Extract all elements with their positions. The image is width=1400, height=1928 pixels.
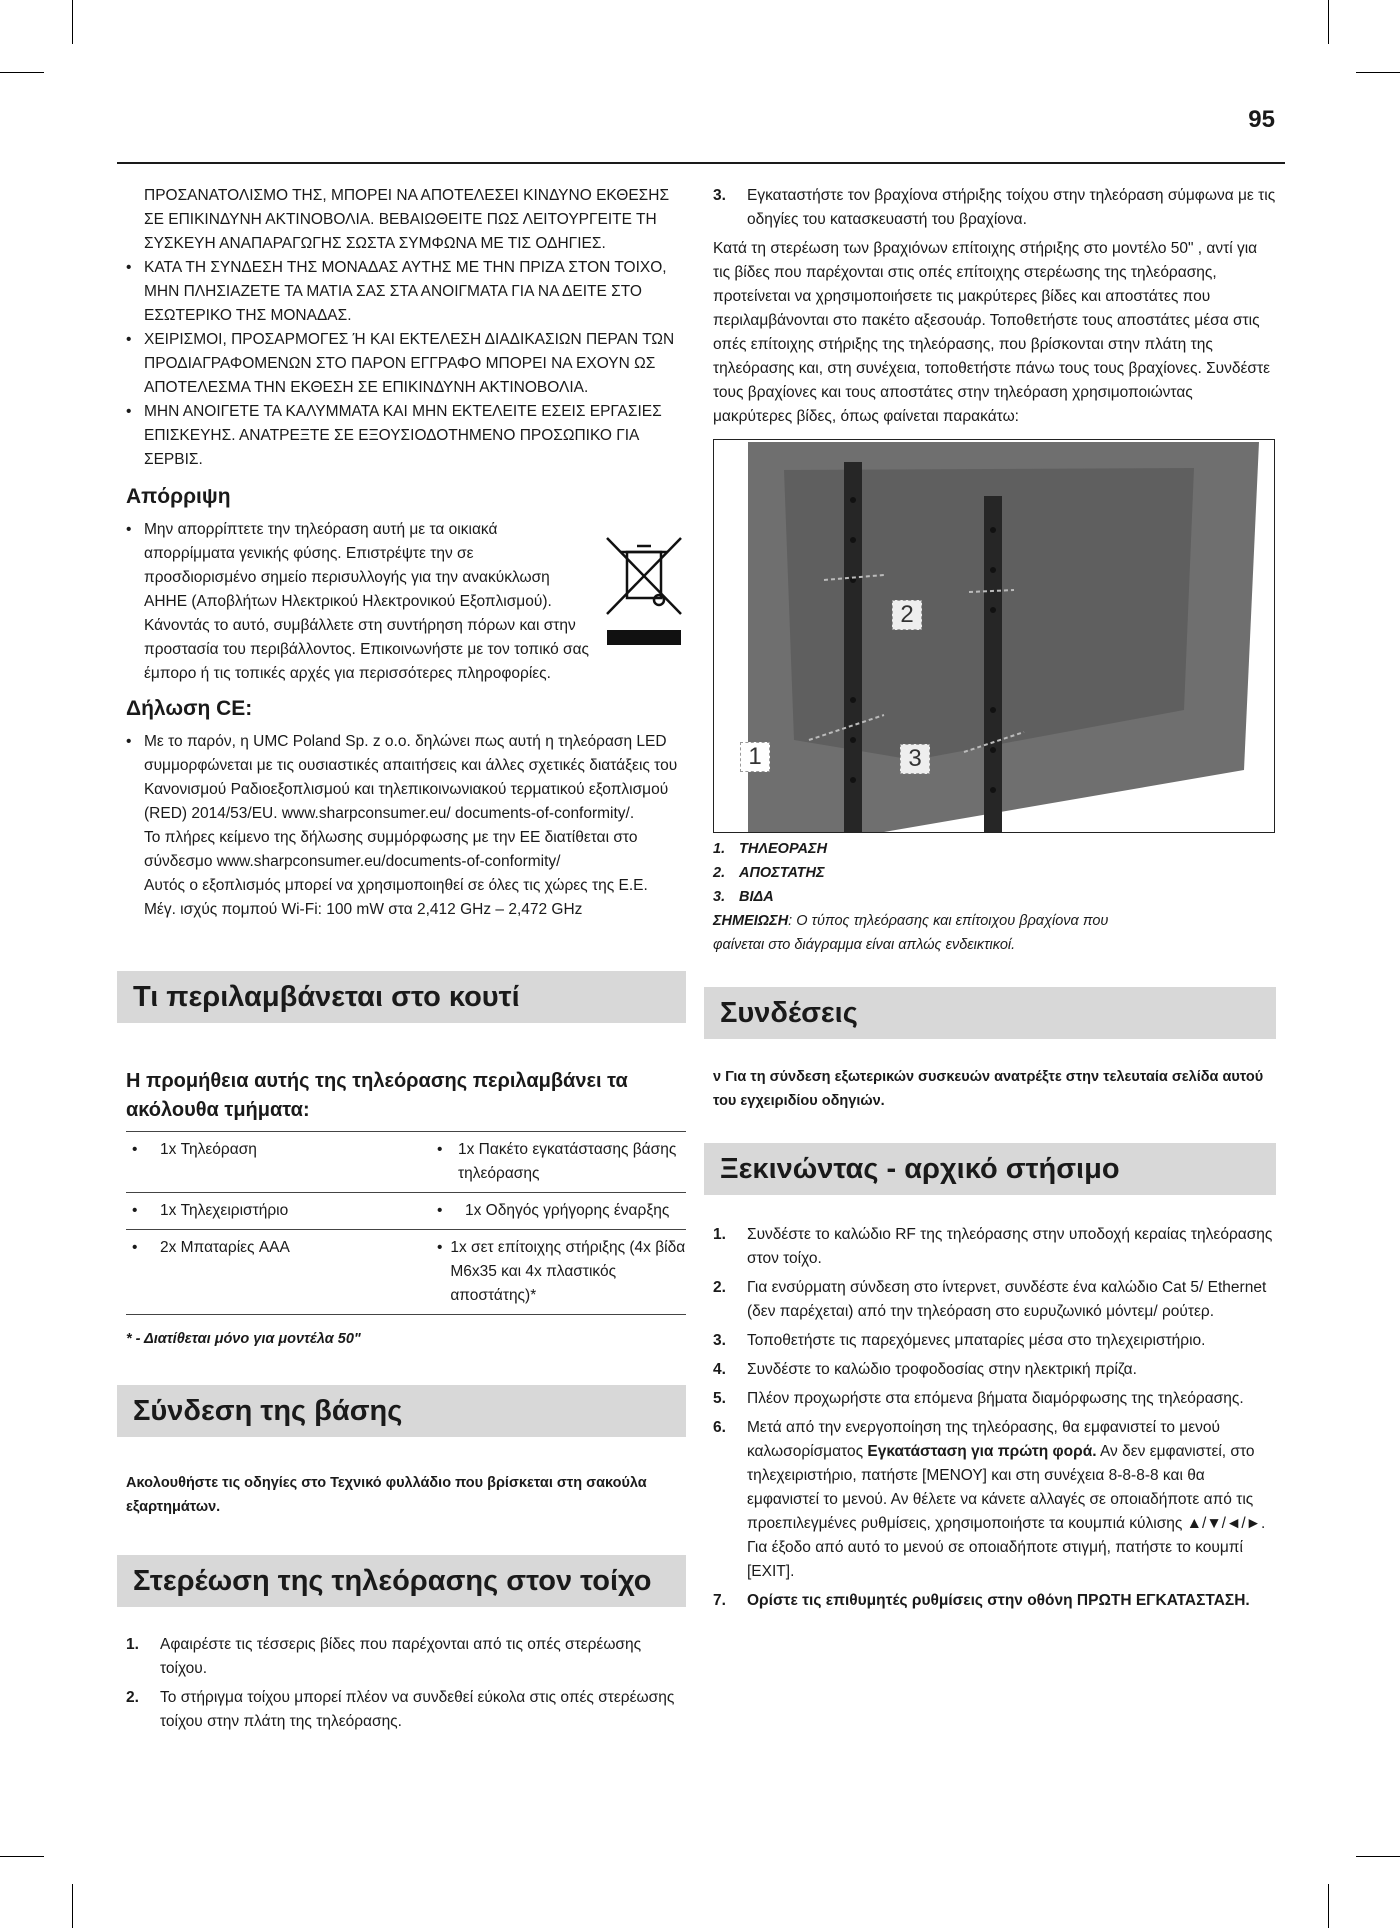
diagram-callout: 2 [892, 600, 922, 630]
ce-heading: Δήλωση CE: [126, 697, 253, 720]
list-item: 5. Πλέον προχωρήστε στα επόμενα βήματα διαμόρφωσης της τηλεόρασης. [713, 1390, 1244, 1407]
table-cell: 1x Τηλεόραση [160, 1141, 257, 1158]
list-item: 6. Μετά από την ενεργοποίηση της τηλεόρασης, θα εμφανιστεί το μενού καλωσορίσματος Εγκατάσταση για πρώτη φορά. Αν δεν εμφανιστεί, στο τηλεχειριστήριο, πατήστε [ΜΕΝΟΥ] και στη συνέχεια 8-8-8-8 και θα εμφανιστεί το μενού. Αν θέλετε να κάνετε αλλαγές σε οποιαδήποτε από τις προεπιλεγμένες ρυθμίσεις, χρησιμοποιήστε τα κουμπιά κύλισης ▲/▼/◄/►. Για έξοδο από αυτό το μενού σε οποιαδήποτε στιγμή, πατήστε το κουμπί [EXIT]. [713, 1419, 1266, 1580]
box-subheading: Η προμήθεια αυτής της τηλεόρασης περιλαμβάνει τα ακόλουθα τμήματα: [126, 1070, 628, 1121]
table-row: • 2x Μπαταρίες AAA • 1x σετ επίτοιχης στήριξης (4x βίδα M6x35 και 4x πλαστικός αποστάτης)* [126, 1230, 686, 1315]
right-column [713, 184, 1276, 1618]
section-heading-initial-setup: Ξεκινώντας - αρχικό στήσιμο [704, 1143, 1276, 1195]
setup-steps [713, 1223, 1276, 1613]
list-item: 3. Εγκαταστήστε τον βραχίονα στήριξης τοίχου στην τηλεόραση σύμφωνα με τις οδηγίες του κατασκευαστή του βραχίονα. [713, 187, 1276, 228]
section-heading-stand: Σύνδεση της βάσης [117, 1385, 686, 1437]
legend-item: 1. ΤΗΛΕΟΡΑΣΗ [713, 841, 828, 857]
mount-text: Κατά τη στερέωση των βραχιόνων επίτοιχης στήριξης στο μοντέλο 50" , αντί για τις βίδες που παρέχονται στις οπές επίτοιχης στερέωσης της τηλεόρασης, προτείνεται να χρησιμοποιήσετε τις μακρύτερες βίδες και αποστάτες που περιλαμβάνονται στο πακέτο αξεσουάρ. Τοποθετήστε τους αποστάτες μέσα στις οπές επίτοιχης στήριξης της τηλεόρασης, που βρίσκονται στην πλάτη της τηλεόρασης και, στη συνέχεια, τοποθετήστε πάνω τους τους βραχίονες. Συνδέστε τους βραχίονες και τους αποστάτες στην τηλεόραση χρησιμοποιώντας μακρύτερες βίδες, όπως φαίνεται παρακάτω: [713, 240, 1271, 425]
page-number: 95 [1248, 106, 1275, 133]
ce-line: Με το παρόν, η UMC Poland Sp. z o.o. δηλώνει πως αυτή η τηλεόραση LED συμμορφώνεται με τις ουσιαστικές απαιτήσεις και άλλες σχετικές διατάξεις του Κανονισμού Ραδιοεξοπλισμού και τηλεπικοινωνιακού τερματικού εξοπλισμού (RED) 2014/53/EU. www.sharpconsumer.eu/ documents-of-conformity/. [144, 733, 678, 822]
ce-line: Το πλήρες κείμενο της δήλωσης συμμόρφωσης με την ΕΕ διατίθεται στο σύνδεσμο www.sharpconsumer.eu/documents-of-conformity/ [144, 829, 638, 870]
diagram-legend [713, 837, 1276, 957]
diagram-note: ΣΗΜΕΙΩΣΗ: Ο τύπος τηλεόρασης και επίτοιχου βραχίονα που φαίνεται στο διάγραμμα είναι απλώς ενδεικτικοί. [713, 913, 1109, 953]
disposal-item: • Μην απορρίπτετε την τηλεόραση αυτή με τα οικιακά απορρίμματα γενικής φύσης. Επιστρέψτε την σε προσδιορισμένο σημείο περισυλλογής για την ανακύκλωση ΑΗΗΕ (Αποβλήτων Ηλεκτρικού Ηλεκτρονικού Εξοπλισμού). Κάνοντάς το αυτό, συμβάλλετε στη συντήρηση πόρων και στην προστασία του περιβάλλοντος. Επικοινωνήστε με τον τοπικό σας έμπορο ή τις τοπικές αρχές για περισσότερες πληροφορίες. [126, 521, 590, 682]
wall-steps [126, 1633, 686, 1734]
section-heading-box-contents: Τι περιλαμβάνεται στο κουτί [117, 971, 686, 1023]
crop-mark [1328, 0, 1329, 44]
section-heading-wall-mount: Στερέωση της τηλεόρασης στον τοίχο [117, 1555, 686, 1607]
warning-item: • ΚΑΤΑ ΤΗ ΣΥΝΔΕΣΗ ΤΗΣ ΜΟΝΑΔΑΣ ΑΥΤΗΣ ΜΕ ΤΗΝ ΠΡΙΖΑ ΣΤΟΝ ΤΟΙΧΟ, ΜΗΝ ΠΛΗΣΙΑΖΕΤΕ ΤΑ ΜΑΤΙΑ ΣΑΣ ΣΤΑ ΑΝΟΙΓΜΑΤΑ ΓΙΑ ΝΑ ΔΕΙΤΕ ΣΤΟ ΕΣΩΤΕΡΙΚΟ ΤΗΣ ΜΟΝΑΔΑΣ. [126, 259, 667, 324]
ce-line: Αυτός ο εξοπλισμός μπορεί να χρησιμοποιηθεί σε όλες τις χώρες της Ε.Ε. [144, 877, 648, 894]
crop-mark [72, 1884, 73, 1928]
diagram-callout: 3 [900, 744, 930, 774]
list-item: 3. Τοποθετήστε τις παρεχόμενες μπαταρίες μέσα στο τηλεχειριστήριο. [713, 1332, 1206, 1349]
warning-item: • ΧΕΙΡΙΣΜΟΙ, ΠΡΟΣΑΡΜΟΓΕΣ Ή ΚΑΙ ΕΚΤΕΛΕΣΗ ΔΙΑΔΙΚΑΣΙΩΝ ΠΕΡΑΝ ΤΩΝ ΠΡΟΔΙΑΓΡΑΦΟΜΕΝΩΝ ΣΤΟ ΠΑΡΟΝ ΕΓΓΡΑΦΟ ΜΠΟΡΕΙ ΝΑ ΕΧΟΥΝ ΩΣ ΑΠΟΤΕΛΕΣΜΑ ΤΗΝ ΕΚΘΕΣΗ ΣΕ ΕΠΙΚΙΝΔΥΝΗ ΑΚΤΙΝΟΒΟΛΙΑ. [126, 331, 675, 396]
list-item: 1. Συνδέστε το καλώδιο RF της τηλεόρασης στην υποδοχή κεραίας τηλεόρασης στον τοίχο. [713, 1226, 1273, 1267]
diagram-callout: 1 [740, 742, 770, 772]
weee-bin-icon [601, 530, 687, 648]
crop-mark [1356, 1856, 1400, 1857]
table-row: • 1x Τηλεχειριστήριο • 1x Οδηγός γρήγορης έναρξης [126, 1193, 686, 1230]
table-cell: 1x Οδηγός γρήγορης έναρξης [465, 1202, 670, 1219]
crop-mark [1356, 72, 1400, 73]
table-cell: 1x Πακέτο εγκατάστασης βάσης τηλεόρασης [458, 1141, 677, 1182]
section-heading-connections: Συνδέσεις [704, 987, 1276, 1039]
list-item: 4. Συνδέστε το καλώδιο τροφοδοσίας στην ηλεκτρική πρίζα. [713, 1361, 1137, 1378]
ce-item: • Με το παρόν, η UMC Poland Sp. z o.o. δηλώνει πως αυτή η τηλεόραση LED συμμορφώνεται με τις ουσιαστικές απαιτήσεις και άλλες σχετικές διατάξεις του Κανονισμού Ραδιοεξοπλισμού και τηλεπικοινωνιακού τερματικού εξοπλισμού (RED) 2014/53/EU. www.sharpconsumer.eu/ documents-of-conformity/. Το πλήρες κείμενο της δήλωσης συμμόρφωσης με την ΕΕ διατίθεται στο σύνδεσμο www.sharpconsumer.eu/documents-of-conformity/ Αυτός ο εξοπλισμός μπορεί να χρησιμοποιηθεί σε όλες τις χώρες της Ε.Ε. Μέγ. ισχύς πομπού Wi-Fi: 100 mW στα 2,412 GHz – 2,472 GHz [126, 730, 686, 922]
table-row: • 1x Τηλεόραση • 1x Πακέτο εγκατάστασης βάσης τηλεόρασης [126, 1132, 686, 1193]
header-rule [117, 162, 1285, 164]
table-cell: 2x Μπαταρίες AAA [160, 1239, 290, 1256]
left-column [126, 184, 686, 1739]
wall-mount-diagram [713, 439, 1275, 833]
list-item: 7. Ορίστε τις επιθυμητές ρυθμίσεις στην οθόνη ΠΡΩΤΗ ΕΓΚΑΤΑΣΤΑΣΗ. [713, 1592, 1250, 1609]
disposal-heading: Απόρριψη [126, 485, 231, 508]
list-item: 2. Το στήριγμα τοίχου μπορεί πλέον να συνδεθεί εύκολα στις οπές στερέωσης τοίχου στην πλάτη της τηλεόρασης. [126, 1689, 675, 1730]
crop-mark [0, 72, 44, 73]
ce-line: Μέγ. ισχύς πομπού Wi-Fi: 100 mW στα 2,412 GHz – 2,472 GHz [144, 901, 583, 918]
warning-item: • ΜΗΝ ΑΝΟΙΓΕΤΕ ΤΑ ΚΑΛΥΜΜΑΤΑ ΚΑΙ ΜΗΝ ΕΚΤΕΛΕΙΤΕ ΕΣΕΙΣ ΕΡΓΑΣΙΕΣ ΕΠΙΣΚΕΥΗΣ. ΑΝΑΤΡΕΞΤΕ ΣΕ ΕΞΟΥΣΙΟΔΟΤΗΜΕΝΟ ΠΡΟΣΩΠΙΚΟ ΓΙΑ ΣΕΡΒΙΣ. [126, 403, 662, 468]
list-item: 2. Για ενσύρματη σύνδεση στο ίντερνετ, συνδέστε ένα καλώδιο Cat 5/ Ethernet (δεν παρέχεται) από την τηλεόραση στο ευρυζωνικό μόντεμ/ ρούτερ. [713, 1279, 1267, 1320]
table-cell: 1x σετ επίτοιχης στήριξης (4x βίδα M6x35 και 4x πλαστικός αποστάτης)* [450, 1239, 686, 1304]
box-contents-table [126, 1131, 686, 1315]
list-item: 1. Αφαιρέστε τις τέσσερις βίδες που παρέχονται από τις οπές στερέωσης τοίχου. [126, 1636, 642, 1677]
warning-continuation: ΠΡΟΣΑΝΑΤΟΛΙΣΜΟ ΤΗΣ, ΜΠΟΡΕΙ ΝΑ ΑΠΟΤΕΛΕΣΕΙ ΚΙΝΔΥΝΟ ΕΚΘΕΣΗΣ ΣΕ ΕΠΙΚΙΝΔΥΝΗ ΑΚΤΙΝΟΒΟΛΙΑ. ΒΕΒΑΙΩΘΕΙΤΕ ΠΩΣ ΛΕΙΤΟΥΡΓΕΙΤΕ ΤΗ ΣΥΣΚΕΥΗ ΑΝΑΠΑΡΑΓΩΓΗΣ ΣΩΣΤΑ ΣΥΜΦΩΝΑ ΜΕ ΤΙΣ ΟΔΗΓΙΕΣ. [144, 187, 670, 252]
legend-item: 3. ΒΙΔΑ [713, 889, 774, 905]
connections-text: ν Για τη σύνδεση εξωτερικών συσκευών ανατρέξτε στην τελευταία σελίδα αυτού του εγχειριδίου οδηγιών. [713, 1069, 1264, 1109]
crop-mark [0, 1856, 44, 1857]
crop-mark [1328, 1884, 1329, 1928]
crop-mark [72, 0, 73, 44]
stand-text: Ακολουθήστε τις οδηγίες στο Τεχνικό φυλλάδιο που βρίσκεται στη σακούλα εξαρτημάτων. [126, 1475, 647, 1515]
box-footnote: * - Διατίθεται μόνο για μοντέλα 50" [126, 1331, 361, 1347]
table-cell: 1x Τηλεχειριστήριο [160, 1202, 289, 1219]
disposal-block [126, 518, 686, 686]
legend-item: 2. ΑΠΟΣΤΑΤΗΣ [713, 865, 825, 881]
